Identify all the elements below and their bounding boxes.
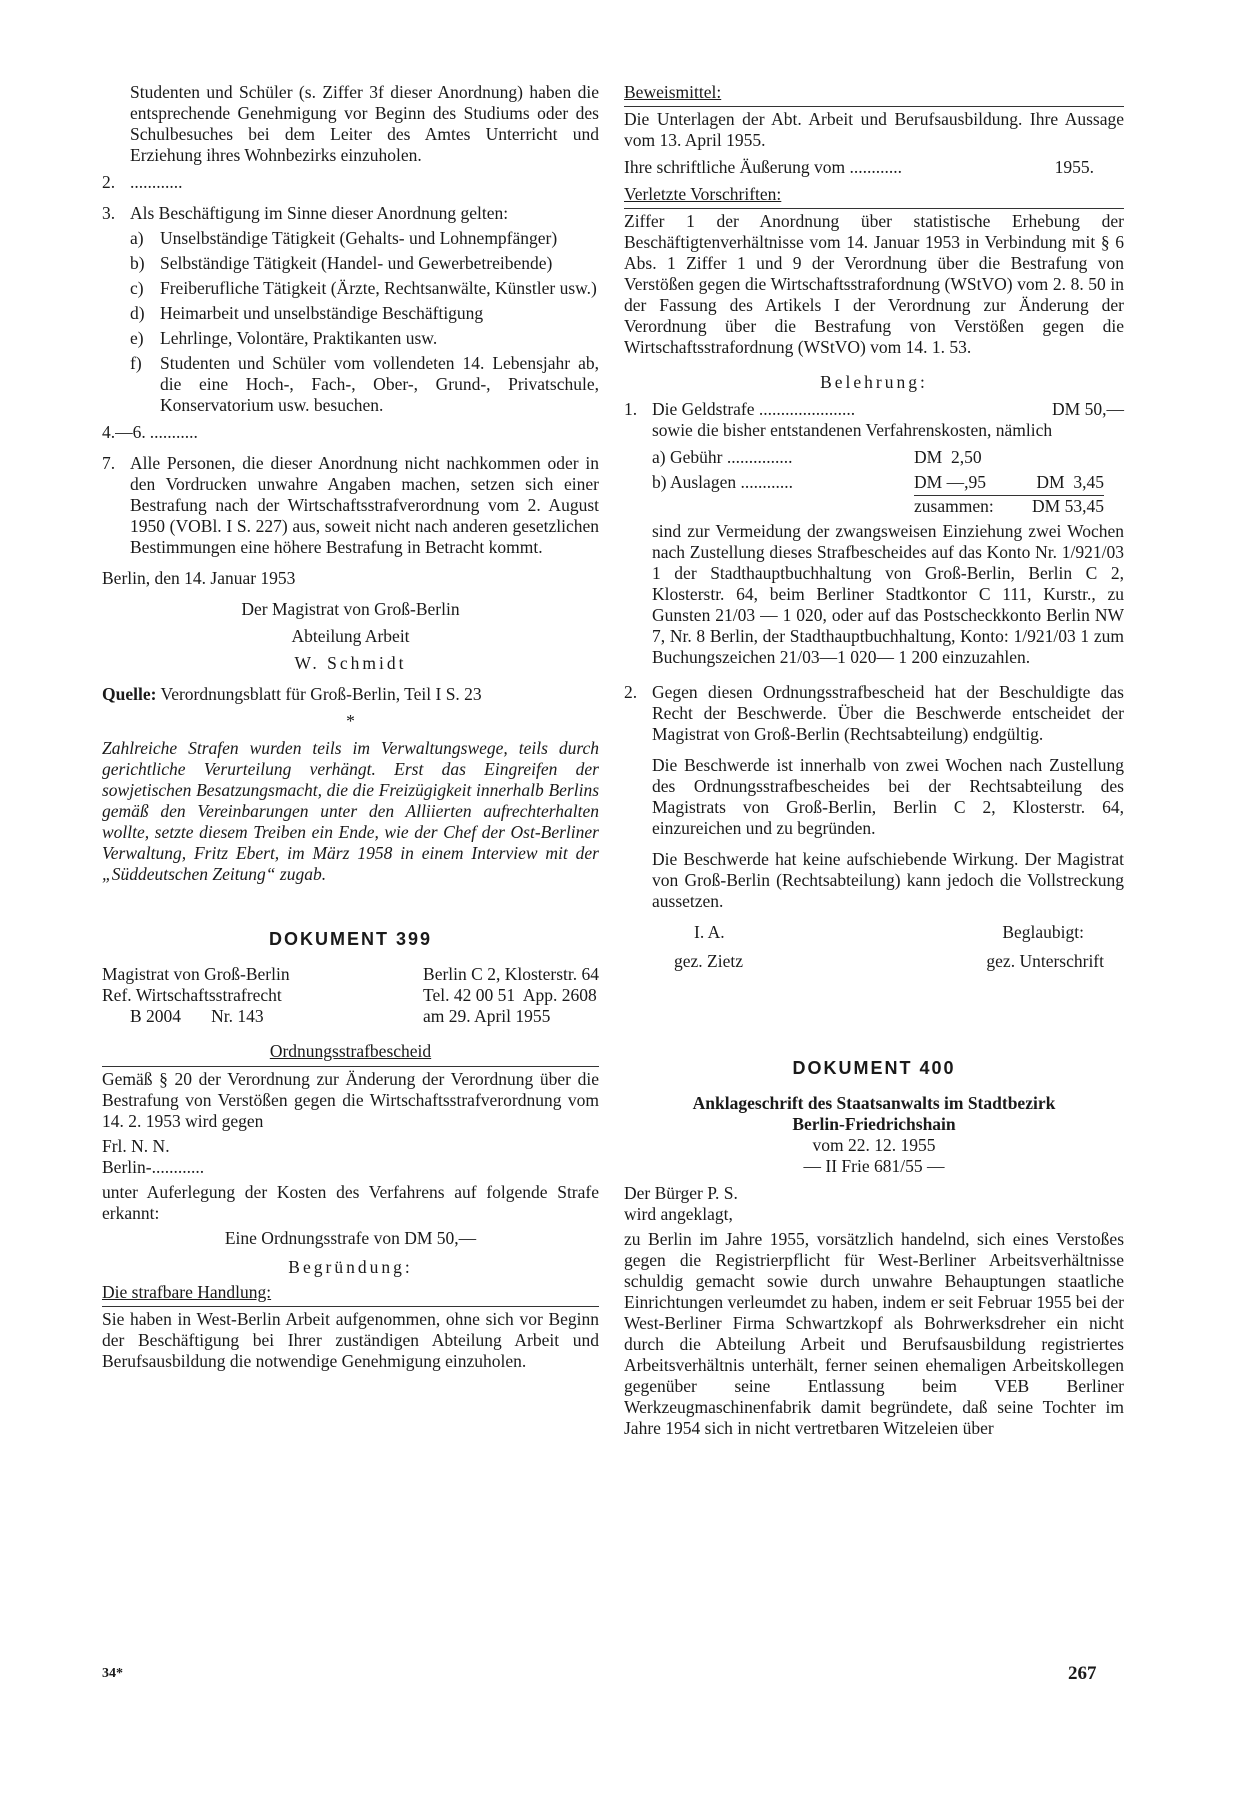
sub-item-c	[102, 278, 599, 299]
reference-number: Nr. 143	[211, 1006, 264, 1026]
sub-text: Selbständige Tätigkeit (Handel- und Gewerbetreibende)	[160, 253, 553, 273]
list-item-3	[102, 203, 599, 224]
defendant-place: Berlin-............	[102, 1157, 205, 1177]
date-line: Berlin, den 14. Januar 1953	[102, 568, 296, 588]
accused-citizen: Der Bürger P. S.	[624, 1183, 738, 1203]
paragraph-intro: Studenten und Schüler (s. Ziffer 3f dieser Anordnung) haben die entsprechende Genehmigung vor Beginn des Studiums oder des Schulbesuches bei dem Leiter des Amtes Unterricht und Erziehung ihres Wohnbezirks einzuholen.	[130, 82, 599, 165]
signature-row-1	[624, 922, 1124, 943]
fine-amount: DM 50,—	[1052, 399, 1124, 419]
sub-item-d	[102, 303, 599, 324]
total-value: DM 53,45	[1032, 496, 1104, 516]
sub-letter: e)	[130, 328, 144, 348]
instruction-1	[624, 399, 1124, 441]
item-number: 3.	[102, 203, 116, 223]
page-signature-mark: 34*	[102, 1666, 123, 1681]
item-number: 4.—6.	[102, 422, 146, 442]
sub-letter: a)	[130, 228, 144, 248]
reference-line	[102, 1006, 290, 1027]
document-title: Ordnungsstrafbescheid	[269, 1041, 432, 1061]
address: Berlin C 2, Klosterstr. 64	[423, 964, 599, 984]
appeal-right: Gegen diesen Ordnungsstrafbescheid hat der Beschuldigte das Recht der Beschwerde. Über die Beschwerde entscheidet der Magistrat von Groß-Berlin (Rechtsabteilung) endgültig.	[652, 682, 1124, 744]
item-number: 7.	[102, 453, 116, 473]
signature-name: W. Schmidt	[294, 653, 407, 673]
instructions-heading: Belehrung:	[820, 372, 928, 392]
source-label: Quelle:	[102, 684, 157, 704]
instruction-2	[624, 682, 1124, 745]
reasoning-heading: Begründung:	[288, 1257, 413, 1277]
appeal-effect: Die Beschwerde hat keine aufschiebende Wirkung. Der Magistrat von Groß-Berlin (Rechtsabteilung) kann jedoch die Vollstreckung aussetzen.	[652, 849, 1124, 911]
evidence-text: Die Unterlagen der Abt. Arbeit und Berufsausbildung. Ihre Aussage vom 13. April 1955.	[624, 109, 1124, 150]
right-column	[624, 82, 1124, 1439]
indictment-title-1: Anklageschrift des Staatsanwalts im Stadtbezirk	[692, 1093, 1056, 1113]
total-row	[624, 496, 1104, 517]
list-item-2	[102, 172, 599, 193]
evidence-statement	[624, 157, 1124, 178]
item-text: ............	[130, 172, 183, 192]
document-400-heading: DOKUMENT 400	[792, 1058, 956, 1078]
signature-unterschrift: gez. Unterschrift	[986, 951, 1104, 971]
costs-paragraph: unter Auferlegung der Kosten des Verfahrens auf folgende Strafe erkannt:	[102, 1182, 599, 1223]
sub-text: Heimarbeit und unselbständige Beschäftigung	[160, 303, 484, 323]
list-item-7	[102, 453, 599, 558]
payment-instructions: sind zur Vermeidung der zwangsweisen Einziehung zwei Wochen nach Zustellung dieses Strafbescheides auf das Konto Nr. 1/921/03 1 der Stadthauptbuchhaltung von Groß-Berlin, Berlin C 2, Klosterstr. 64, beim Berliner Stadtkontor C 111, Kurstr., zu Gunsten 21/03 — 1 020, oder auf das Postscheckkonto Berlin NW 7, Nr. 8 Berlin, der Stadthauptbuchhaltung, Konto: 1/921/03 1 zum Buchungszeichen 21/03—1 020— 1 200 einzuzahlen.	[652, 521, 1124, 667]
letterhead	[102, 964, 599, 1027]
statement-label: Ihre schriftliche Äußerung vom ............	[624, 157, 902, 177]
fee-a-value: DM 2,50	[914, 447, 982, 467]
signature-zietz: gez. Zietz	[674, 951, 743, 971]
item-number: 1.	[624, 399, 638, 419]
sender-department: Ref. Wirtschaftsstrafrecht	[102, 985, 282, 1005]
signature-ia: I. A.	[694, 922, 725, 942]
offense-text: Sie haben in West-Berlin Arbeit aufgenommen, ohne sich vor Beginn der Beschäftigung bei Ihrer zuständigen Abteilung Arbeit und Berufsausbildung die notwendige Genehmigung einzuholen.	[102, 1309, 599, 1371]
letterhead-left	[102, 964, 290, 1027]
fee-row-a	[624, 447, 1124, 468]
sub-text: Studenten und Schüler vom vollendeten 14. Lebensjahr ab, die eine Hoch-, Fach-, Ober-, Grund-, Privatschule, Konservatorium usw. besuchen.	[160, 353, 599, 415]
sub-text: Unselbständige Tätigkeit (Gehalts- und Lohnempfänger)	[160, 228, 558, 248]
indictment-date: vom 22. 12. 1955	[812, 1135, 936, 1155]
telephone: Tel. 42 00 51 App. 2608	[423, 985, 597, 1005]
sub-text: Freiberufliche Tätigkeit (Ärzte, Rechtsanwälte, Künstler usw.)	[160, 278, 597, 298]
sub-item-f	[102, 353, 599, 416]
letterhead-right	[423, 964, 599, 1027]
instruction-1-body	[652, 399, 1124, 441]
item-number: 2.	[102, 172, 116, 192]
document-399-heading: DOKUMENT 399	[268, 929, 433, 949]
separator-asterisk: *	[346, 711, 355, 731]
decision-paragraph: Gemäß § 20 der Verordnung zur Änderung der Verordnung über die Bestrafung von Verstößen gegen die Wirtschaftsstrafverordnung vom 14. 2. 1953 wird gegen	[102, 1069, 599, 1131]
appeal-deadline: Die Beschwerde ist innerhalb von zwei Wochen nach Zustellung des Ordnungsstrafbescheides bei der Rechtsabteilung des Magistrats von Groß-Berlin, Berlin C 2, Klosterstr. 64, einzureichen und zu begründen.	[652, 755, 1124, 838]
evidence-label: Beweismittel:	[624, 82, 722, 102]
statement-year: 1955.	[1054, 157, 1094, 177]
indictment-text: zu Berlin im Jahre 1955, vorsätzlich handelnd, sich eines Verstoßes gegen die Registrierpflicht für West-Berliner Arbeitsverhältnisse schuldig gemacht sowie durch unwahre Behauptungen staatliche Einrichtungen verleumdet zu haben, indem er seit Februar 1955 bei der West-Berliner Firma Schwartzkopf als Bohrwerksdreher ein nicht durch die Abteilung Arbeit und Berufsausbildung registriertes Arbeitsverhältnis unterhält, ferner seinen ehemaligen Arbeitskollegen gegenüber seine Entlassung beim VEB Berliner Werkzeugmaschinenfabrik damit begründete, daß seine Tochter im Jahre 1954 sich in nicht vertretbaren Witzeleien über	[624, 1229, 1124, 1438]
defendant-name: Frl. N. N.	[102, 1136, 170, 1156]
accused-line: wird angeklagt,	[624, 1204, 733, 1224]
list-item-4-6	[102, 422, 599, 443]
item-text: Als Beschäftigung im Sinne dieser Anordnung gelten:	[130, 203, 509, 223]
signature-certified: Beglaubigt:	[1002, 922, 1084, 942]
fee-b-subtotal: DM 3,45	[1036, 472, 1104, 492]
page-number: 267	[1068, 1663, 1097, 1684]
sender-office: Magistrat von Groß-Berlin	[102, 964, 290, 984]
sub-item-a	[102, 228, 599, 249]
penalty-line: Eine Ordnungsstrafe von DM 50,—	[224, 1228, 477, 1248]
offense-label: Die strafbare Handlung:	[102, 1282, 272, 1302]
editorial-commentary: Zahlreiche Strafen wurden teils im Verwaltungswege, teils durch gerichtliche Verurteilung verhängt. Erst das Eingreifen der sowjetischen Besatzungsmacht, die die Freizügigkeit innerhalb Berlins gemäß den Vereinbarungen unter den Alliierten aufrechterhalten wollte, setzte diesem Treiben ein Ende, wie der Chef der Ost-Berliner Verwaltung, Fritz Ebert, im März 1958 in einem Interview mit der „Süddeutschen Zeitung“ zugab.	[102, 738, 599, 884]
reference-code: B 2004	[130, 1006, 182, 1026]
sub-letter: b)	[130, 253, 145, 273]
item-number: 2.	[624, 682, 638, 702]
signature-line-1: Der Magistrat von Groß-Berlin	[241, 599, 460, 619]
item-text: ...........	[149, 422, 198, 442]
fine-label: Die Geldstrafe ......................	[652, 399, 856, 419]
violated-text: Ziffer 1 der Anordnung über statistische Erhebung der Beschäftigtenverhältnisse vom 14. Januar 1953 in Verbindung mit § 6 Abs. 1 Ziffer 1 und 9 der Verordnung über die Bestrafung von Verstößen gegen die Wirtschaftsstrafordnung (WStVO) vom 2. 8. 50 in der Fassung des Artikels I der Verordnung zur Änderung der Verordnung über die Bestrafung von Verstößen gegen die Wirtschaftsstrafordnung (WStVO) vom 14. 1. 53.	[624, 211, 1124, 357]
fee-a-label: a) Gebühr ...............	[652, 447, 793, 467]
sub-item-e	[102, 328, 599, 349]
source-text: Verordnungsblatt für Groß-Berlin, Teil I S. 23	[160, 684, 482, 704]
item-text: Alle Personen, die dieser Anordnung nicht nachkommen oder in den Vordrucken unwahre Angaben machen, setzen sich einer Bestrafung nach der Wirtschaftsstrafverordnung vom 2. August 1950 (VOBl. I S. 227) aus, soweit nicht nach anderen gesetzlichen Bestimmungen eine höhere Bestrafung in Betracht kommt.	[130, 453, 599, 557]
signature-line-2: Abteilung Arbeit	[291, 626, 410, 646]
costs-text: sowie die bisher entstandenen Verfahrenskosten, nämlich	[652, 420, 1053, 440]
sub-item-b	[102, 253, 599, 274]
indictment-reference: — II Frie 681/55 —	[803, 1156, 945, 1176]
left-column	[102, 82, 599, 1372]
sub-letter: c)	[130, 278, 144, 298]
fine-line	[652, 399, 1124, 420]
source-line	[102, 684, 599, 705]
fee-row-b	[624, 472, 1124, 493]
fee-b-value: DM —,95	[914, 472, 986, 492]
violated-label: Verletzte Vorschriften:	[624, 184, 782, 204]
sub-letter: f)	[130, 353, 142, 373]
sub-letter: d)	[130, 303, 145, 323]
letter-date: am 29. April 1955	[423, 1006, 551, 1026]
fee-b-label: b) Auslagen ............	[652, 472, 793, 492]
indictment-title-2: Berlin-Friedrichshain	[792, 1114, 956, 1134]
sub-text: Lehrlinge, Volontäre, Praktikanten usw.	[160, 328, 438, 348]
total-label: zusammen:	[914, 496, 994, 516]
signature-row-2	[624, 951, 1124, 972]
